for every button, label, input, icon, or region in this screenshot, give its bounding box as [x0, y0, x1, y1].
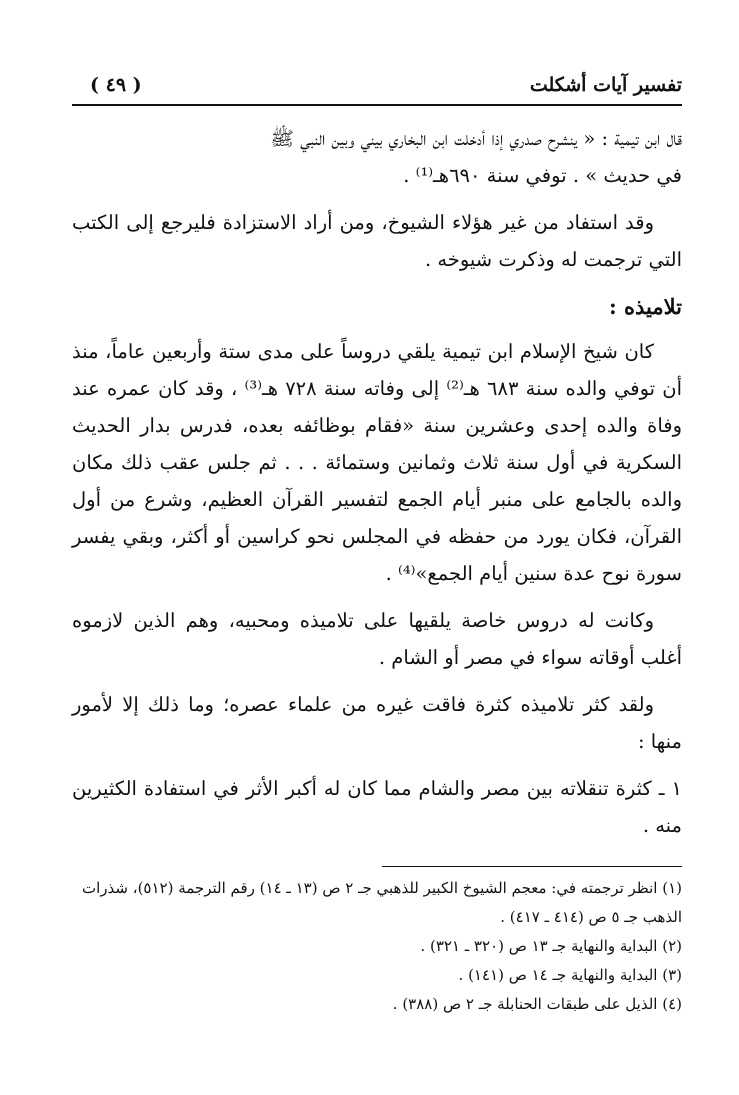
quote-line-2: في حديث » . توفي سنة ٦٩٠هـ⁽¹⁾ . [403, 164, 682, 187]
paragraph-ibn-taymiyya-quote [72, 120, 682, 194]
footnote-3: (٣) البداية والنهاية جـ ١٤ ص (١٤١) . [458, 966, 682, 984]
paragraph-teaching-career: كان شيخ الإسلام ابن تيمية يلقي دروساً على مدى ستة وأربعين عاماً، منذ أن توفي والده سنة ٦٨٣ هـ⁽²⁾ إلى وفاته سنة ٧٢٨ هـ⁽³⁾ ، وقد كان عمره عند وفاة والده إحدى وعشرين سنة «فقام بوظائفه بعده، فدرس بدار الحديث السكرية في أول سنة ثلاث وثمانين وستمائة . . . ثم جلس عقب ذلك مكان والده بالجامع على منبر أيام الجمع لتفسير القرآن العظيم، وشرع من أول القرآن، فكان يورد من حفظه في المجلس نحو كراسين أو أكثر، وبقي يفسر سورة نوح عدة سنين أيام الجمع»⁽⁴⁾ . [72, 340, 683, 585]
page-number: ( ٤٩ ) [90, 74, 142, 96]
footnote-1: (١) انظر ترجمته في: معجم الشيوخ الكبير للذهبي جـ ٢ ص (١٣ ـ ١٤) رقم الترجمة (٥١٢)، شذرات الذهب جـ ٥ ص (٤١٤ ـ ٤١٧) . [81, 879, 682, 926]
list-item-reason-1: ١ ـ كثرة تنقلاته بين مصر والشام مما كان له أكبر الأثر في استفادة الكثيرين منه . [72, 777, 682, 837]
footnote-2: (٢) البداية والنهاية جـ ١٣ ص (٣٢٠ ـ ٣٢١) . [420, 937, 682, 955]
paragraph-private-lessons: وكانت له دروس خاصة يلقيها على تلاميذه ومحبيه، وهم الذين لازموه أغلب أوقاته سواء في مصر أو الشام . [72, 609, 682, 669]
quote-line-1: قال ابن تيمية : « ينشرح صدري إذا أدخلت ابن البخاري بيني وبين النبي ﷺ [270, 127, 682, 150]
running-title: تفسير آيات أشكلت [529, 74, 682, 96]
paragraph-many-students: ولقد كثر تلاميذه كثرة فاقت غيره من علماء عصره؛ وما ذلك إلا لأمور منها : [72, 693, 682, 753]
section-heading-students: تلاميذه : [608, 294, 682, 319]
footnotes [72, 874, 682, 1019]
header-rule [72, 104, 682, 106]
footnote-4: (٤) الذيل على طبقات الحنابلة جـ ٢ ص (٣٨٨) . [392, 995, 682, 1013]
page-header [72, 70, 682, 104]
main-text [72, 120, 682, 854]
footnote-separator [382, 866, 682, 867]
paragraph-other-teachers: وقد استفاد من غير هؤلاء الشيوخ، ومن أراد الاستزادة فليرجع إلى الكتب التي ترجمت له وذكرت شيوخه . [72, 211, 682, 271]
